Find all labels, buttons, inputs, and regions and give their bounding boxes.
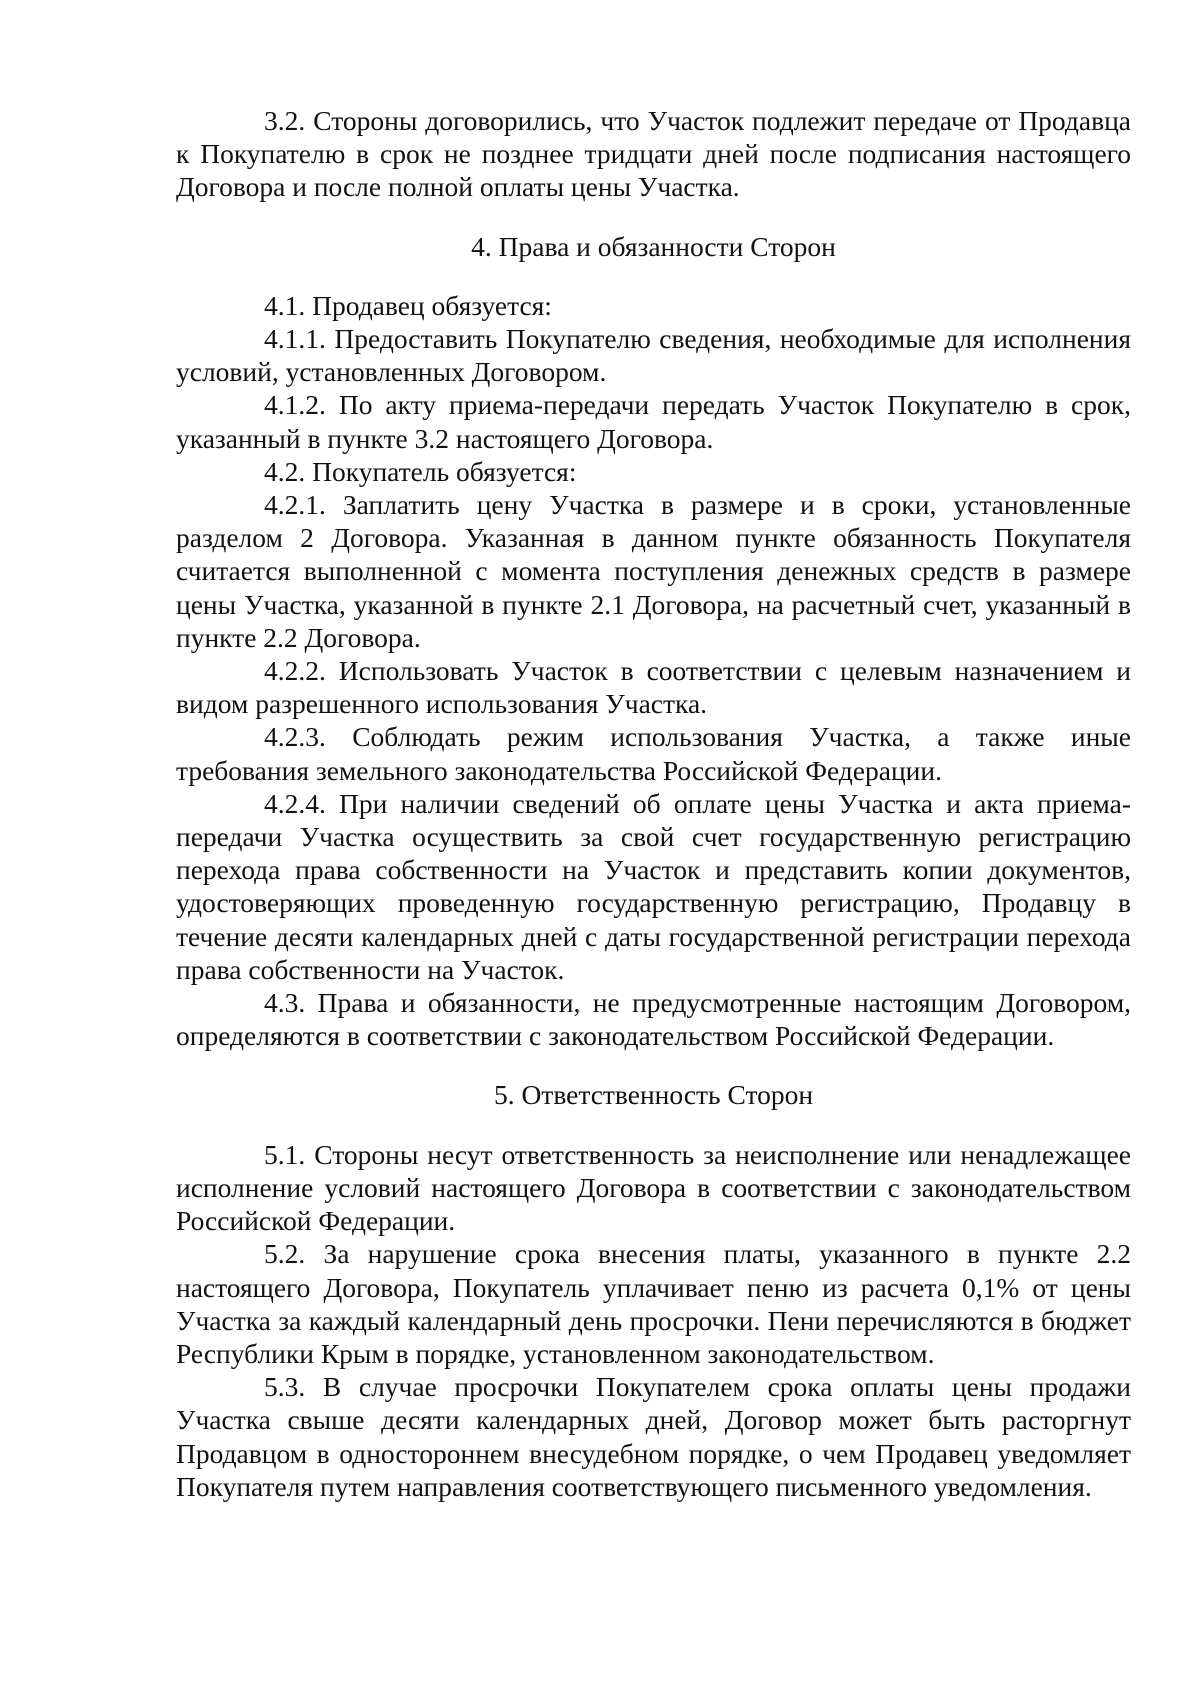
paragraph-4-2-2: 4.2.2. Использовать Участок в соответствии с целевым назначением и видом разрешенного использования Участка.	[176, 655, 1131, 720]
paragraph-4-2-1: 4.2.1. Заплатить цену Участка в размере и в сроки, установленные разделом 2 Договора. Указанная в данном пункте обязанность Покупателя считается выполненной с момента поступления денежных средств в размере цены Участка, указанной в пункте 2.1 Договора, на расчетный счет, указанный в пункте 2.2 Договора.	[176, 489, 1131, 653]
section-5-heading: 5. Ответственность Сторон	[493, 1079, 814, 1111]
spacer	[176, 263, 1131, 289]
paragraph-4-1-2: 4.1.2. По акту приема-передачи передать Участок Покупателю в срок, указанный в пункте 3.2 настоящего Договора.	[176, 389, 1131, 454]
paragraph-5-2: 5.2. За нарушение срока внесения платы, указанного в пункте 2.2 настоящего Договора, Покупатель уплачивает пеню из расчета 0,1% от цены Участка за каждый календарный день просрочки. Пени перечисляются в бюджет Республики Крым в порядке, установленном законодательством.	[176, 1238, 1131, 1369]
paragraph-3-2: 3.2. Стороны договорились, что Участок подлежит передаче от Продавца к Покупателю в срок не позднее тридцати дней после подписания настоящего Договора и после полной оплаты цены Участка.	[176, 105, 1131, 203]
paragraph-4-2-4: 4.2.4. При наличии сведений об оплате цены Участка и акта приема-передачи Участка осуществить за свой счет государственную регистрацию перехода права собственности на Участок и представить копии документов, удостоверяющих проведенную государственную регистрацию, Продавцу в течение десяти календарных дней с даты государственной регистрации перехода права собственности на Участок.	[176, 787, 1131, 985]
paragraph-4-1: 4.1. Продавец обязуется:	[264, 289, 552, 321]
paragraph-5-3: 5.3. В случае просрочки Покупателем срока оплаты цены продажи Участка свыше десяти календарных дней, Договор может быть расторгнут Продавцом в одностороннем внесудебном порядке, о чем Продавец уведомляет Покупателя путем направления соответствующего письменного уведомления.	[176, 1371, 1131, 1502]
section-4-heading: 4. Права и обязанности Сторон	[471, 230, 836, 262]
paragraph-4-1-1: 4.1.1. Предоставить Покупателю сведения, необходимые для исполнения условий, установленных Договором.	[176, 323, 1131, 388]
document-body	[176, 104, 1131, 1503]
paragraph-4-2-3: 4.2.3. Соблюдать режим использования Участка, а также иные требования земельного законодательства Российской Федерации.	[176, 721, 1131, 786]
spacer	[176, 1052, 1131, 1078]
spacer	[176, 1112, 1131, 1138]
paragraph-4-3: 4.3. Права и обязанности, не предусмотренные настоящим Договором, определяются в соответствии с законодательством Российской Федерации.	[176, 987, 1131, 1052]
paragraph-5-1: 5.1. Стороны несут ответственность за неисполнение или ненадлежащее исполнение условий настоящего Договора в соответствии с законодательством Российской Федерации.	[176, 1138, 1131, 1237]
paragraph-4-2: 4.2. Покупатель обязуется:	[264, 455, 577, 487]
spacer	[176, 204, 1131, 230]
